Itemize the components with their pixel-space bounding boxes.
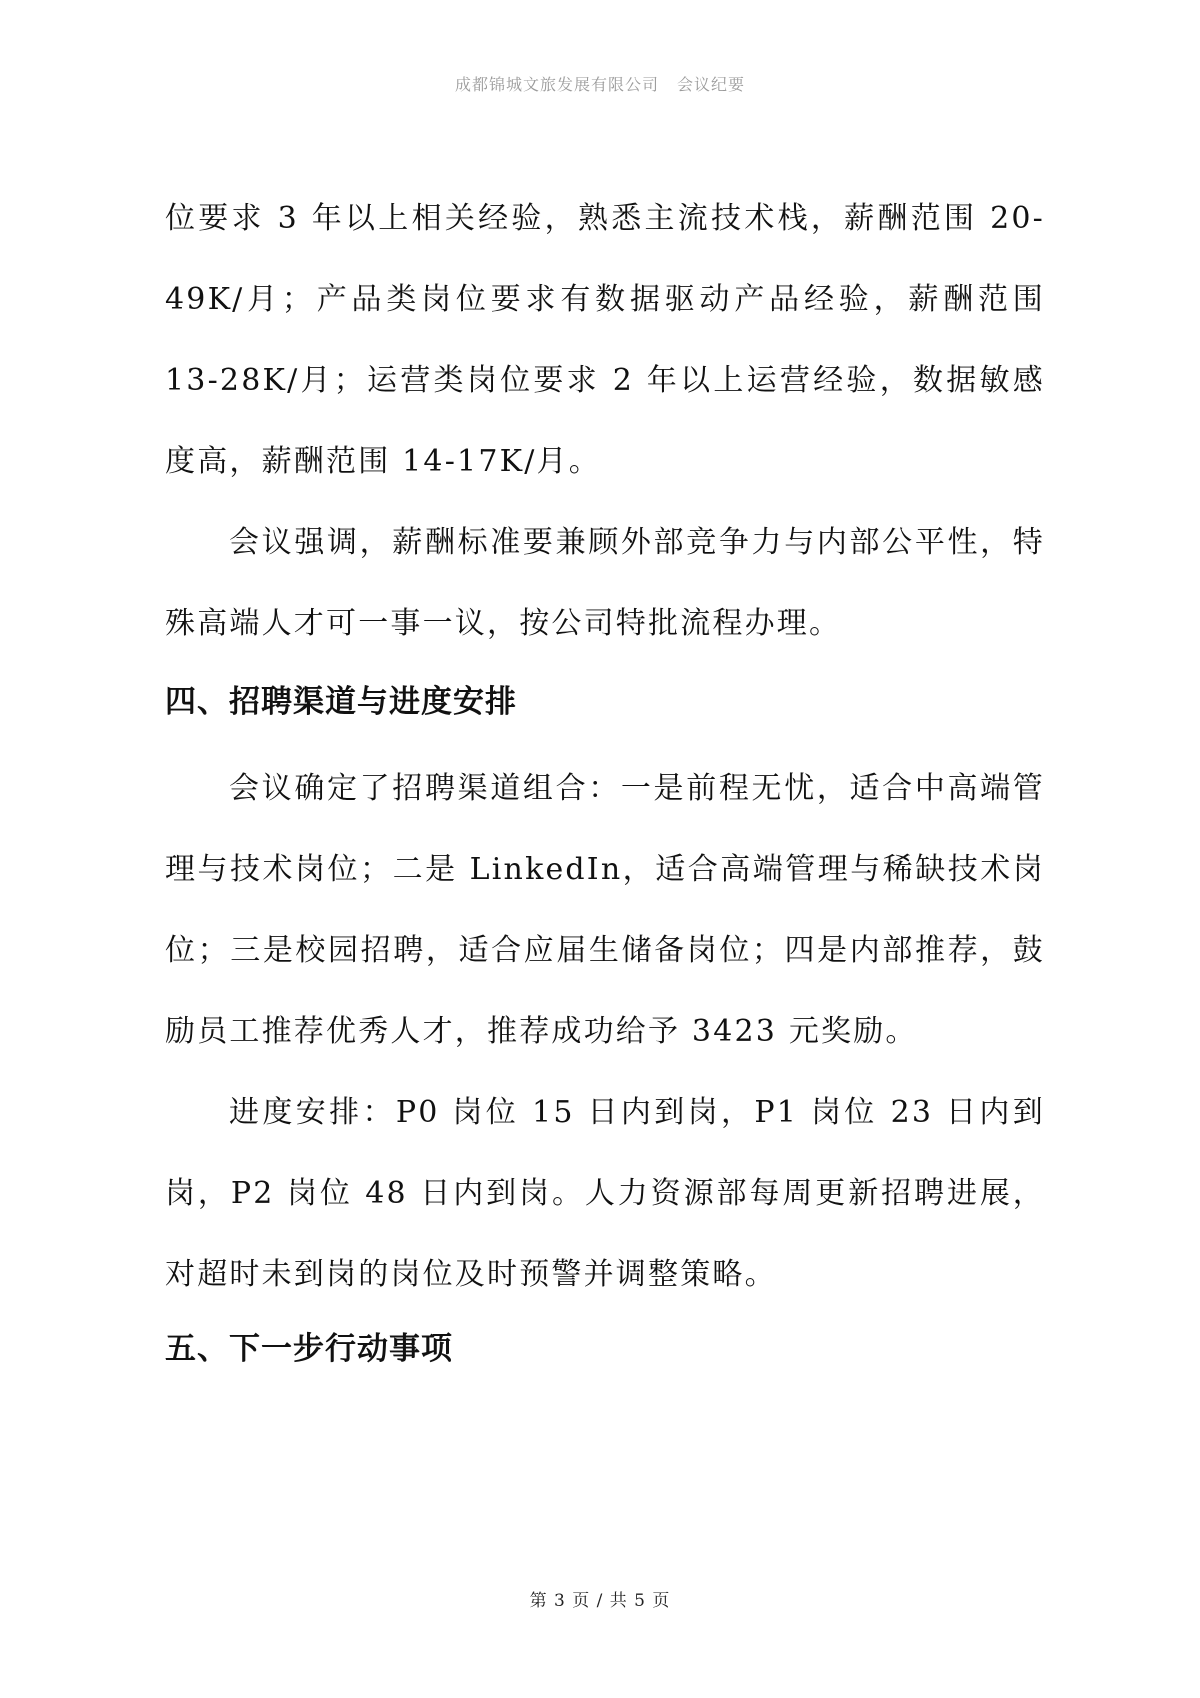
section-3-continued — [165, 178, 1045, 664]
page-number: 第 3 页 / 共 5 页 — [529, 1591, 671, 1611]
salary-emphasis-paragraph: 会议强调，薪酬标准要兼顾外部竞争力与内部公平性，特殊高端人才可一事一议，按公司特批流程办理。 — [165, 525, 1045, 641]
section-4-heading: 四、招聘渠道与进度安排 — [165, 684, 517, 720]
section-4-body — [165, 748, 1045, 1315]
salary-requirements-paragraph: 位要求 3 年以上相关经验，熟悉主流技术栈，薪酬范围 20-49K/月；产品类岗位要求有数据驱动产品经验，薪酬范围 13-28K/月；运营类岗位要求 2 年以上运营经验，数据敏感度高，薪酬范围 14-17K/月。 — [165, 201, 1045, 479]
header-doc-type: 会议纪要 — [677, 75, 746, 94]
running-header — [0, 72, 1200, 95]
header-company: 成都锦城文旅发展有限公司 — [454, 75, 659, 94]
schedule-paragraph: 进度安排：P0 岗位 15 日内到岗，P1 岗位 23 日内到岗，P2 岗位 48 日内到岗。人力资源部每周更新招聘进展，对超时未到岗的岗位及时预警并调整策略。 — [165, 1095, 1045, 1292]
section-5-heading: 五、下一步行动事项 — [165, 1331, 453, 1367]
recruitment-channels-paragraph: 会议确定了招聘渠道组合：一是前程无忧，适合中高端管理与技术岗位；二是 LinkedIn，适合高端管理与稀缺技术岗位；三是校园招聘，适合应届生储备岗位；四是内部推荐，鼓励员工推荐优秀人才，推荐成功给予 3423 元奖励。 — [165, 771, 1045, 1049]
